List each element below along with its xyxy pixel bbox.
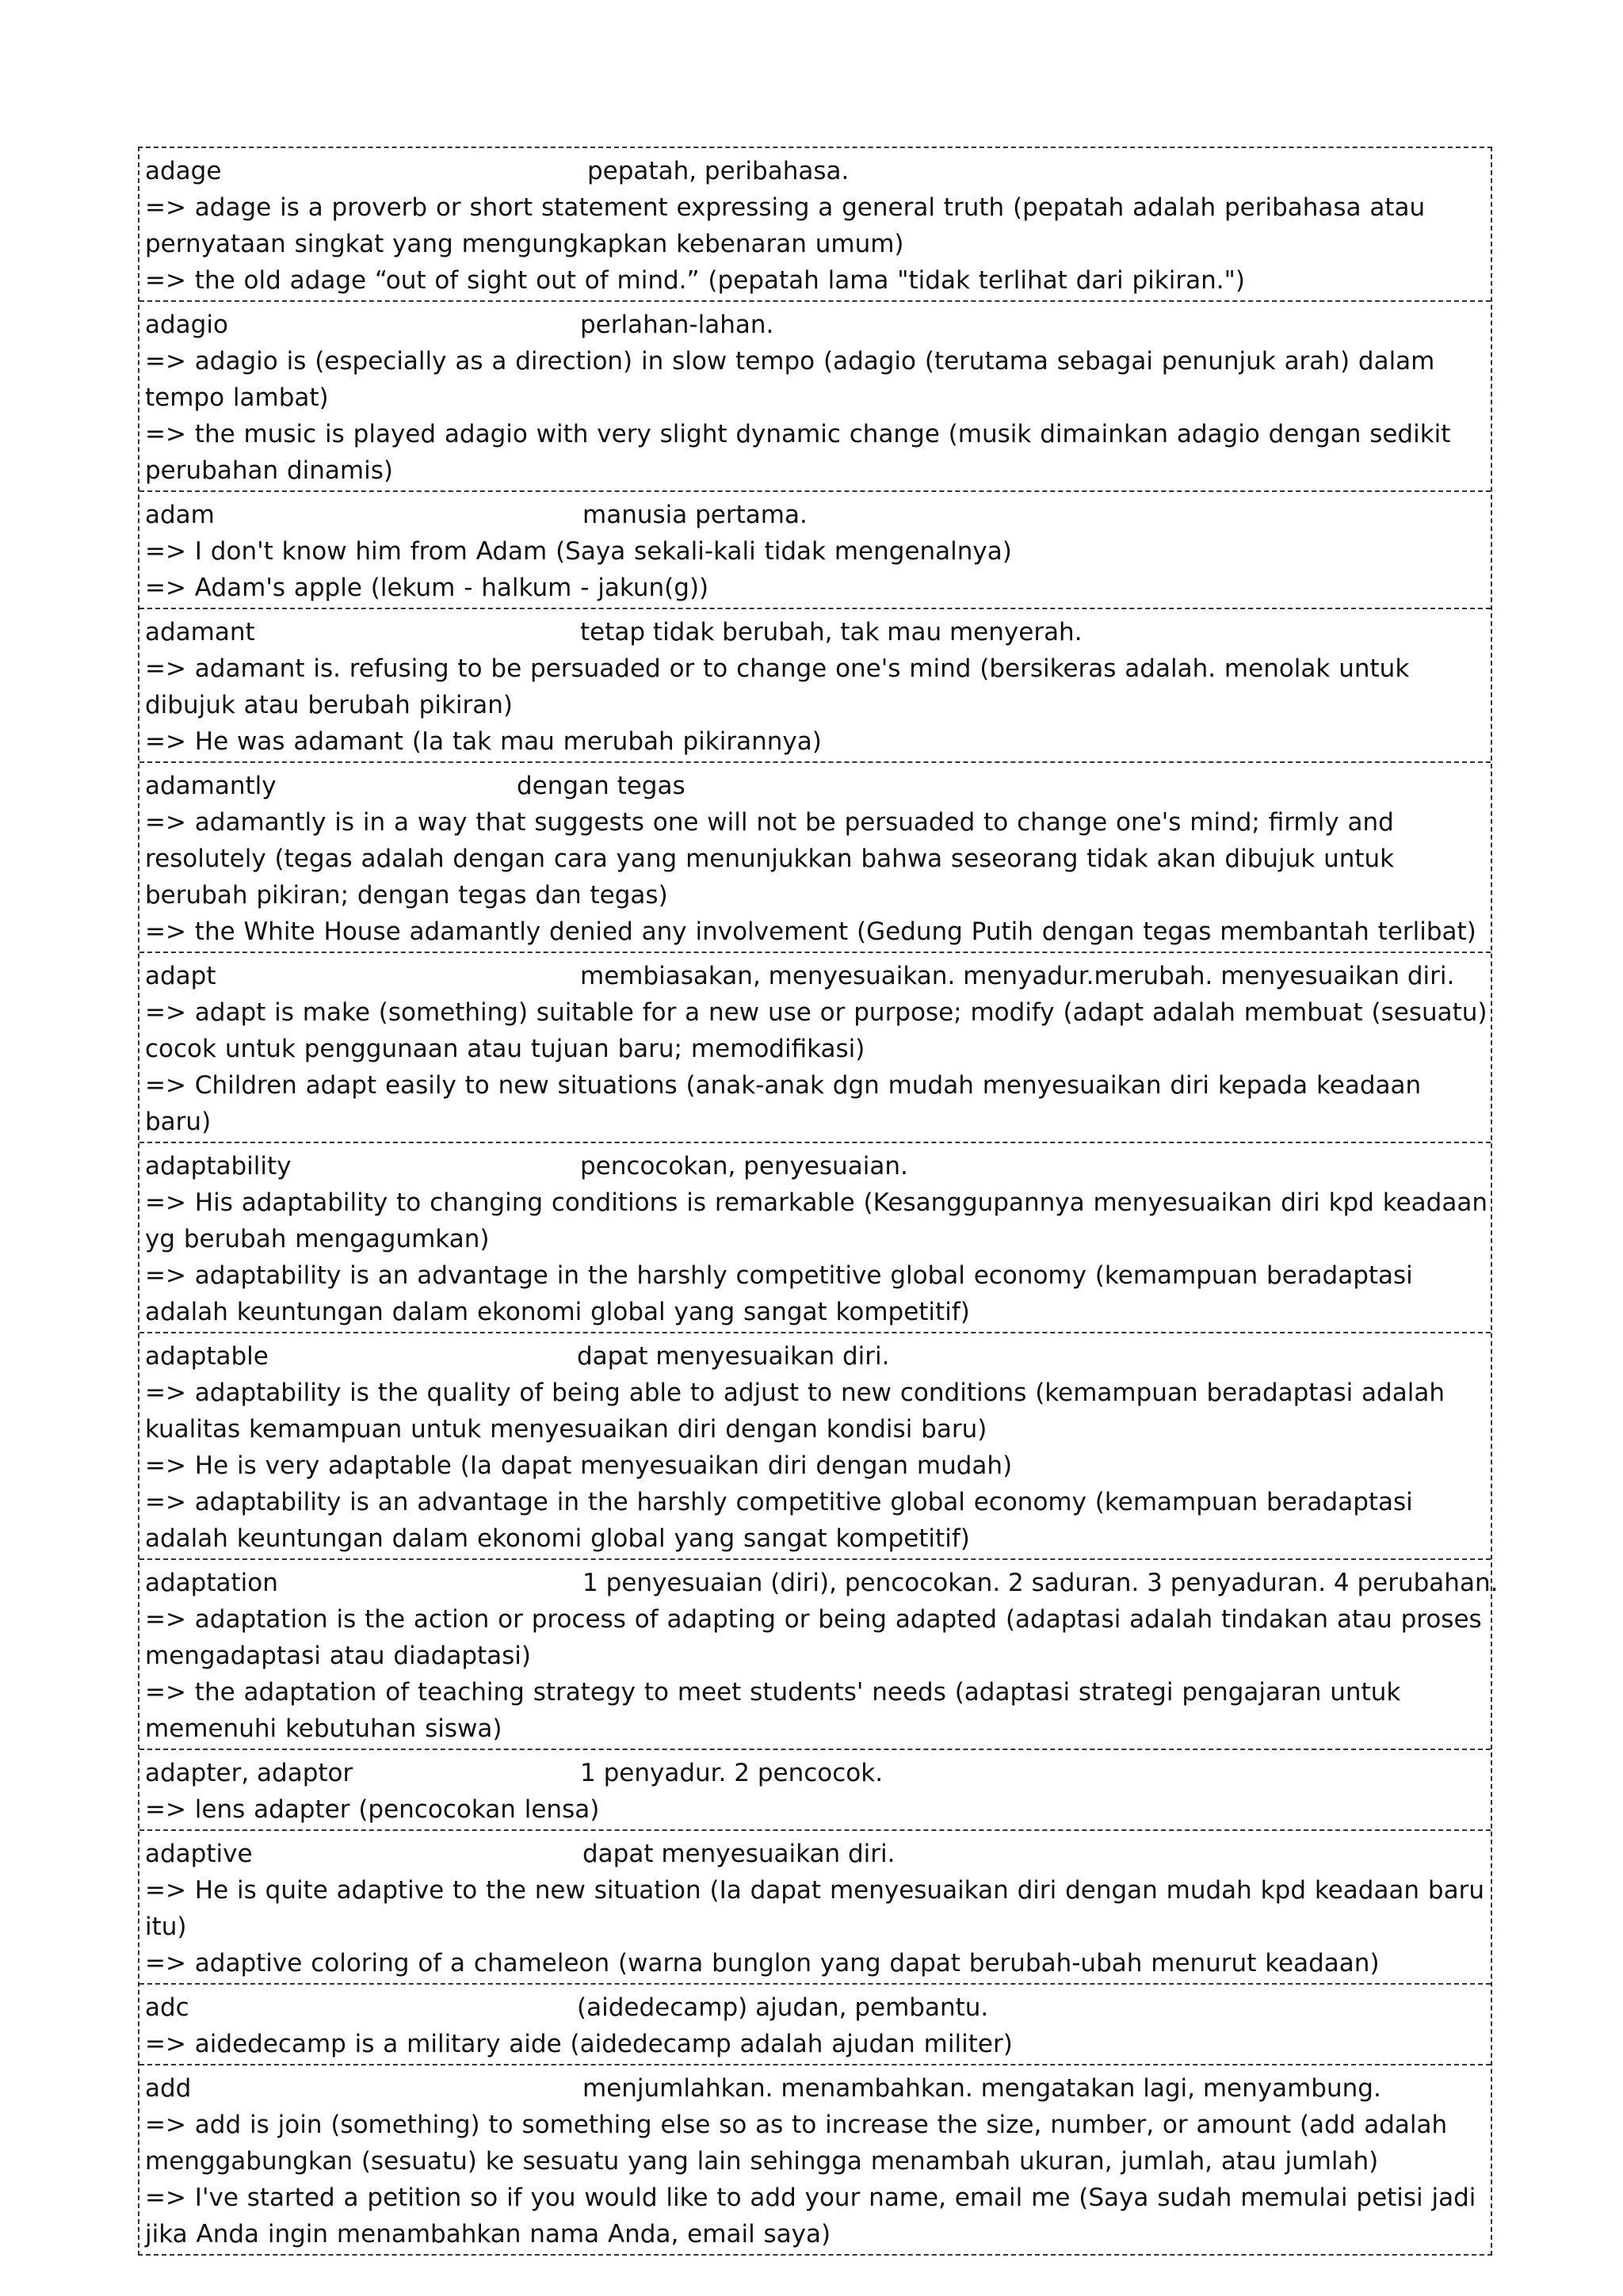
example-line: => He is quite adaptive to the new situation (Ia dapat menyesuaikan diri dengan mudah kpd keadaan baru itu) xyxy=(145,1876,1485,1941)
dictionary-entry xyxy=(139,300,1491,490)
entry-header xyxy=(145,1338,1491,1375)
headword: add xyxy=(145,2074,192,2103)
translation: membiasakan, menyesuaikan. menyadur.merubah. menyesuaikan diri. xyxy=(580,962,1455,990)
example-line: => aidedecamp is a military aide (aidedecamp adalah ajudan militer) xyxy=(145,2030,1013,2058)
example-line: => add is join (something) to something else so as to increase the size, number, or amount (add adalah menggabungkan (sesuatu) ke sesuatu yang lain sehingga menambah ukuran, jumlah, atau jumlah) xyxy=(145,2111,1448,2176)
entry-header xyxy=(145,153,1491,189)
example-line: => I've started a petition so if you would like to add your name, email me (Saya sudah memulai petisi jadi jika Anda ingin menambahkan nama Anda, email saya) xyxy=(145,2183,1476,2248)
dictionary-entry xyxy=(139,608,1491,761)
headword: adapter, adaptor xyxy=(145,1759,353,1787)
example-line: => adamant is. refusing to be persuaded or to change one's mind (bersikeras adalah. menolak untuk dibujuk atau berubah pikiran) xyxy=(145,654,1410,719)
example-line: => He is very adaptable (Ia dapat menyesuaikan diri dengan mudah) xyxy=(145,1451,1013,1480)
headword: adaptation xyxy=(145,1569,278,1597)
dictionary-entry xyxy=(139,1142,1491,1332)
headword: adaptable xyxy=(145,1342,269,1371)
example-line: => the adaptation of teaching strategy to meet students' needs (adaptasi strategi pengajaran untuk memenuhi kebutuhan siswa) xyxy=(145,1678,1401,1743)
translation: manusia pertama. xyxy=(582,501,808,529)
dictionary-table xyxy=(138,147,1499,2256)
translation: dapat menyesuaikan diri. xyxy=(577,1342,890,1371)
example-line: => His adaptability to changing conditions is remarkable (Kesanggupannya menyesuaikan diri kpd keadaan yg berubah mengagumkan) xyxy=(145,1188,1487,1253)
example-line: => the music is played adagio with very slight dynamic change (musik dimainkan adagio dengan sedikit perubahan dinamis) xyxy=(145,420,1451,485)
translation: tetap tidak berubah, tak mau menyerah. xyxy=(580,618,1083,646)
example-line: => the old adage “out of sight out of mind.” (pepatah lama "tidak terlihat dari pikiran.") xyxy=(145,266,1245,295)
entry-header xyxy=(145,1989,1491,2026)
entry-header xyxy=(145,2070,1491,2107)
example-line: => adagio is (especially as a direction) in slow tempo (adagio (terutama sebagai penunjuk arah) dalam tempo lambat) xyxy=(145,347,1435,412)
example-line: => He was adamant (Ia tak mau merubah pikirannya) xyxy=(145,727,822,756)
dictionary-entry xyxy=(139,761,1491,952)
entry-header xyxy=(145,958,1491,994)
entry-header xyxy=(145,497,1491,533)
example-line: => adaptability is an advantage in the harshly competitive global economy (kemampuan beradaptasi adalah keuntungan dalam ekonomi global yang sangat kompetitif) xyxy=(145,1261,1413,1326)
translation: pencocokan, penyesuaian. xyxy=(580,1152,908,1180)
translation: dengan tegas xyxy=(517,772,685,800)
translation: (aidedecamp) ajudan, pembantu. xyxy=(577,1993,989,2022)
dictionary-entry xyxy=(139,148,1491,300)
headword: adage xyxy=(145,157,222,185)
headword: adaptive xyxy=(145,1840,253,1868)
headword: adapt xyxy=(145,962,216,990)
dictionary-entry xyxy=(139,1829,1491,1983)
headword: adaptability xyxy=(145,1152,292,1180)
example-line: => adapt is make (something) suitable for a new use or purpose; modify (adapt adalah membuat (sesuatu) cocok untuk penggunaan atau tujuan baru; memodifikasi) xyxy=(145,998,1487,1063)
dictionary-entry xyxy=(139,1558,1499,1749)
translation: dapat menyesuaikan diri. xyxy=(582,1840,896,1868)
example-line: => Adam's apple (lekum - halkum - jakun(g)) xyxy=(145,574,709,602)
translation: pepatah, peribahasa. xyxy=(587,157,850,185)
example-line: => adage is a proverb or short statement expressing a general truth (pepatah adalah peribahasa atau pernyataan singkat yang mengungkapkan kebenaran umum) xyxy=(145,193,1426,258)
translation: 1 penyesuaian (diri), pencocokan. 2 saduran. 3 penyaduran. 4 perubahan. xyxy=(582,1569,1499,1597)
example-line: => adaptability is the quality of being able to adjust to new conditions (kemampuan beradaptasi adalah kualitas kemampuan untuk menyesuaikan diri dengan kondisi baru) xyxy=(145,1379,1445,1444)
translation: perlahan-lahan. xyxy=(580,311,774,339)
example-line: => I don't know him from Adam (Saya sekali-kali tidak mengenalnya) xyxy=(145,537,1012,566)
headword: adc xyxy=(145,1993,189,2022)
translation: menjumlahkan. menambahkan. mengatakan lagi, menyambung. xyxy=(582,2074,1381,2103)
entry-header xyxy=(145,1565,1499,1601)
example-line: => adaptive coloring of a chameleon (warna bunglon yang dapat berubah-ubah menurut keadaan) xyxy=(145,1949,1380,1978)
example-line: => adaptation is the action or process of adapting or being adapted (adaptasi adalah tindakan atau proses mengadaptasi atau diadaptasi) xyxy=(145,1605,1482,1670)
example-line: => lens adapter (pencocokan lensa) xyxy=(145,1795,600,1824)
entry-header xyxy=(145,1836,1491,1872)
headword: adam xyxy=(145,501,215,529)
example-line: => the White House adamantly denied any involvement (Gedung Putih dengan tegas membantah terlibat) xyxy=(145,917,1476,946)
dictionary-entry xyxy=(139,1983,1491,2064)
entry-header xyxy=(145,1755,1491,1791)
dictionary-entry xyxy=(139,1749,1491,1829)
dictionary-entry xyxy=(139,490,1491,608)
example-line: => Children adapt easily to new situations (anak-anak dgn mudah menyesuaikan diri kepada keadaan baru) xyxy=(145,1071,1422,1136)
translation: 1 penyadur. 2 pencocok. xyxy=(580,1759,884,1787)
entry-header xyxy=(145,614,1491,650)
dictionary-entry xyxy=(139,952,1491,1142)
example-line: => adamantly is in a way that suggests one will not be persuaded to change one's mind; firmly and resolutely (tegas adalah dengan cara yang menunjukkan bahwa seseorang tidak akan dibujuk untuk berubah pikiran; dengan tegas dan tegas) xyxy=(145,808,1395,910)
dictionary-entry xyxy=(139,1332,1491,1558)
headword: adamantly xyxy=(145,772,277,800)
example-line: => adaptability is an advantage in the harshly competitive global economy (kemampuan beradaptasi adalah keuntungan dalam ekonomi global yang sangat kompetitif) xyxy=(145,1488,1413,1553)
headword: adagio xyxy=(145,311,228,339)
entry-header xyxy=(145,307,1491,343)
entry-header xyxy=(145,768,1491,804)
entry-header xyxy=(145,1148,1491,1184)
headword: adamant xyxy=(145,618,255,646)
dictionary-entry xyxy=(139,2064,1491,2254)
